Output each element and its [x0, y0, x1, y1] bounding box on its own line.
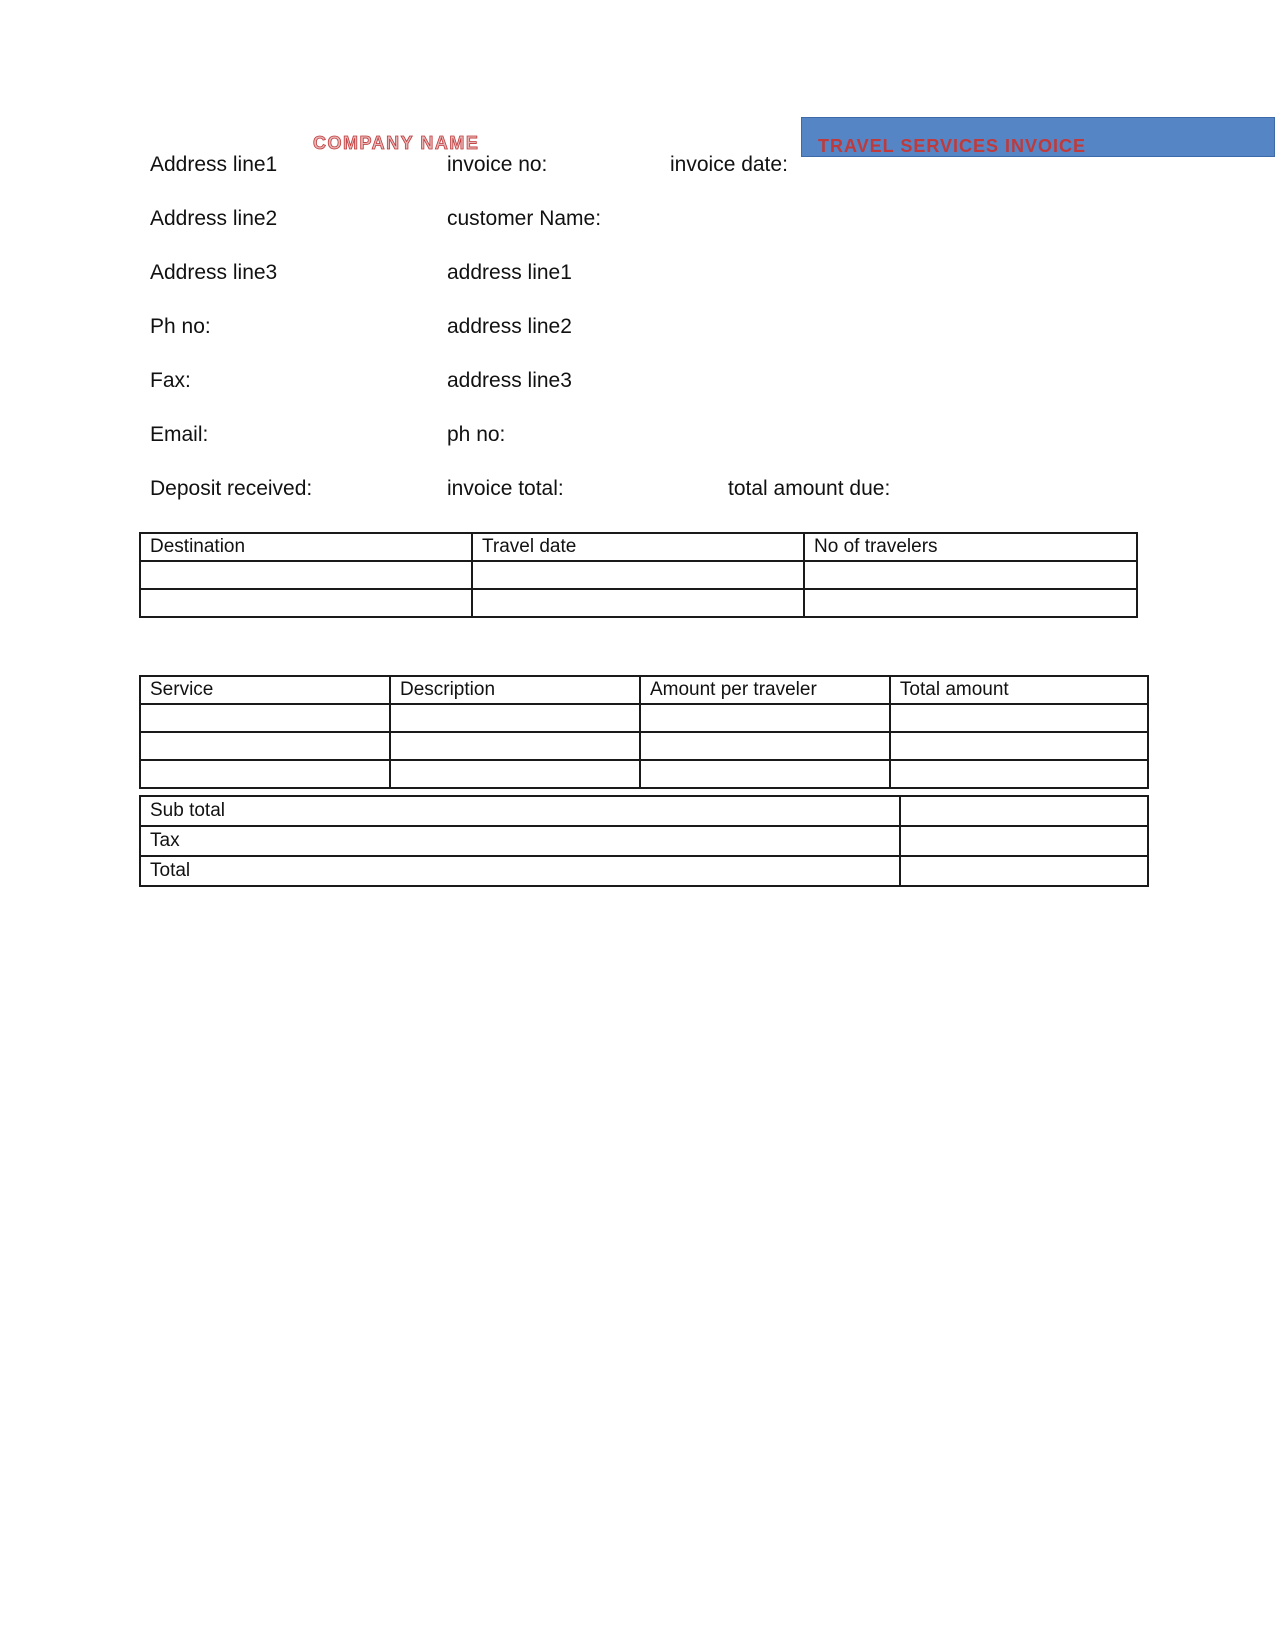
table-row	[140, 561, 1137, 589]
trip-table	[139, 532, 1138, 618]
summary-row-tax	[140, 826, 1148, 856]
tax-label: Tax	[140, 826, 900, 856]
trip-cell-travelers[interactable]	[804, 561, 1137, 589]
total-amount-due-label: total amount due:	[728, 477, 891, 500]
company-address-line2: Address line2	[150, 207, 278, 230]
document-title: TRAVEL SERVICES INVOICE	[818, 136, 1087, 156]
summary-row-subtotal	[140, 796, 1148, 826]
trip-header-travel-date: Travel date	[472, 533, 804, 561]
customer-name-label: customer Name:	[447, 207, 602, 230]
services-table	[139, 675, 1149, 789]
trip-cell-destination[interactable]	[140, 589, 472, 617]
invoice-total-label: invoice total:	[447, 477, 564, 500]
description-cell[interactable]	[390, 704, 640, 732]
invoice-number-label: invoice no:	[447, 153, 548, 176]
services-table-header-row	[140, 676, 1148, 704]
service-cell[interactable]	[140, 760, 390, 788]
service-cell[interactable]	[140, 704, 390, 732]
customer-address-line2: address line2	[447, 315, 572, 338]
total-amount-cell[interactable]	[890, 732, 1148, 760]
total-value[interactable]	[900, 856, 1148, 886]
service-cell[interactable]	[140, 732, 390, 760]
company-fax-label: Fax:	[150, 369, 191, 392]
subtotal-label: Sub total	[140, 796, 900, 826]
company-address-line1: Address line1	[150, 153, 278, 176]
trip-cell-destination[interactable]	[140, 561, 472, 589]
table-row	[140, 704, 1148, 732]
subtotal-value[interactable]	[900, 796, 1148, 826]
amount-per-traveler-cell[interactable]	[640, 760, 890, 788]
customer-address-line3: address line3	[447, 369, 572, 392]
summary-table	[139, 795, 1149, 887]
total-label: Total	[140, 856, 900, 886]
total-amount-cell[interactable]	[890, 760, 1148, 788]
tax-value[interactable]	[900, 826, 1148, 856]
services-header-amount-per-traveler: Amount per traveler	[640, 676, 890, 704]
company-phone-label: Ph no:	[150, 315, 211, 338]
services-header-description: Description	[390, 676, 640, 704]
table-row	[140, 760, 1148, 788]
customer-address-line1: address line1	[447, 261, 572, 284]
table-row	[140, 732, 1148, 760]
trip-header-travelers: No of travelers	[804, 533, 1137, 561]
trip-cell-travelers[interactable]	[804, 589, 1137, 617]
customer-phone-label: ph no:	[447, 423, 506, 446]
company-address-line3: Address line3	[150, 261, 278, 284]
invoice-date-label: invoice date:	[670, 153, 788, 176]
services-header-total-amount: Total amount	[890, 676, 1148, 704]
trip-cell-travel-date[interactable]	[472, 561, 804, 589]
table-row	[140, 589, 1137, 617]
amount-per-traveler-cell[interactable]	[640, 704, 890, 732]
amount-per-traveler-cell[interactable]	[640, 732, 890, 760]
description-cell[interactable]	[390, 732, 640, 760]
summary-row-total	[140, 856, 1148, 886]
document-title-banner	[801, 117, 1275, 157]
trip-table-header-row	[140, 533, 1137, 561]
trip-header-destination: Destination	[140, 533, 472, 561]
company-email-label: Email:	[150, 423, 209, 446]
trip-cell-travel-date[interactable]	[472, 589, 804, 617]
company-name-logo: COMPANY NAME	[313, 133, 480, 153]
services-header-service: Service	[140, 676, 390, 704]
total-amount-cell[interactable]	[890, 704, 1148, 732]
deposit-received-label: Deposit received:	[150, 477, 313, 500]
description-cell[interactable]	[390, 760, 640, 788]
